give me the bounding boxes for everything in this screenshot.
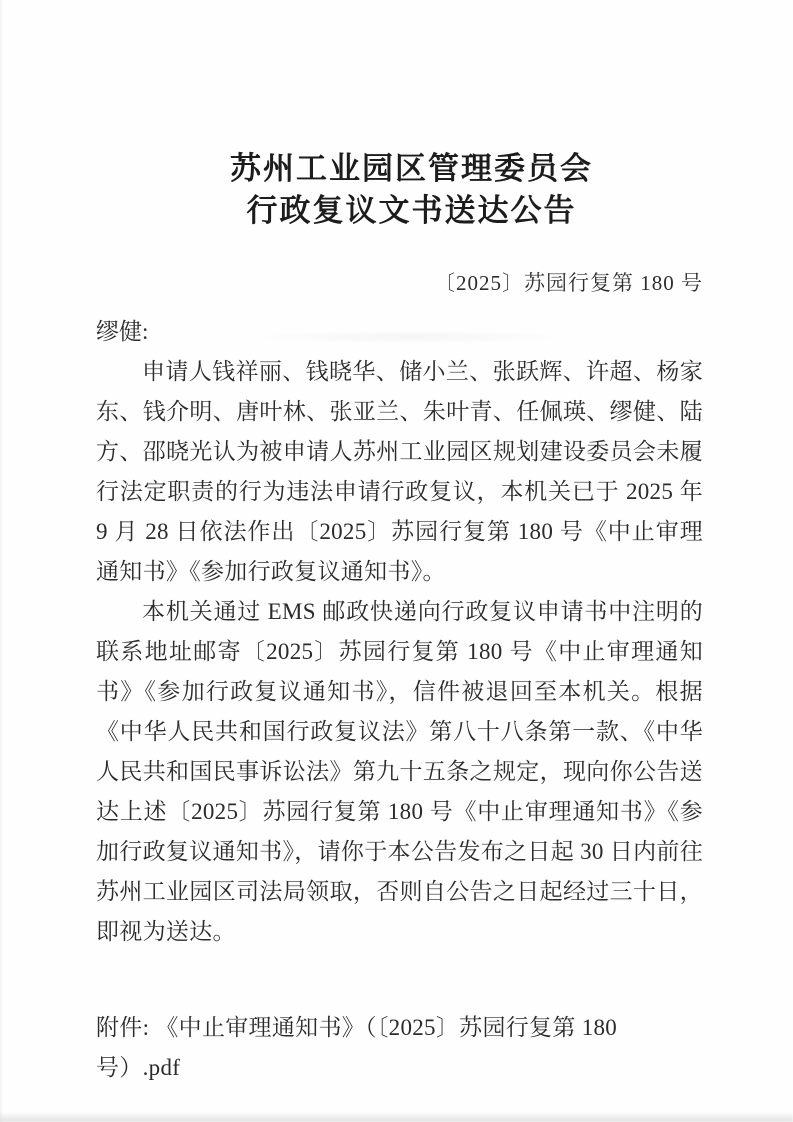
attachment-line: 附件: 《中止审理通知书》（〔2025〕苏园行复第 180 号）.pdf — [96, 1015, 618, 1080]
document-content — [0, 148, 793, 1088]
doc-number: 〔2025〕苏园行复第 180 号 — [434, 271, 703, 295]
scan-artifact-bottom — [0, 1112, 793, 1122]
document-title-line1: 苏州工业园区管理委员会 — [230, 151, 593, 186]
document-title-line2: 行政复议文书送达公告 — [246, 193, 577, 228]
paragraph-1: 申请人钱祥丽、钱晓华、储小兰、张跃辉、许超、杨家东、钱介明、唐叶林、张亚兰、朱叶青、任佩瑛、缪健、陆方、邵晓光认为被申请人苏州工业园区规划建设委员会未履行法定职责的行为违法申请行政复议，本机关已于 2025 年 9 月 28 日依法作出〔2025〕苏园行复第 180 号《中止审理通知书》《参加行政复议通知书》。 — [96, 359, 703, 584]
document-title — [108, 148, 715, 232]
addressee: 缪健: — [96, 319, 149, 344]
paragraph-2: 本机关通过 EMS 邮政快递向行政复议申请书中注明的联系地址邮寄〔2025〕苏园行复第 180 号《中止审理通知书》《参加行政复议通知书》，信件被退回至本机关。根据《中华人民共和国行政复议法》第八十八条第一款、《中华人民共和国民事诉讼法》第九十五条之规定，现向你公告送达上述〔2025〕苏园行复第 180 号《中止审理通知书》《参加行政复议通知书》，请你于本公告发布之日起 30 日内前往苏州工业园区司法局领取，否则自公告之日起经过三十日，即视为送达。 — [96, 599, 703, 944]
